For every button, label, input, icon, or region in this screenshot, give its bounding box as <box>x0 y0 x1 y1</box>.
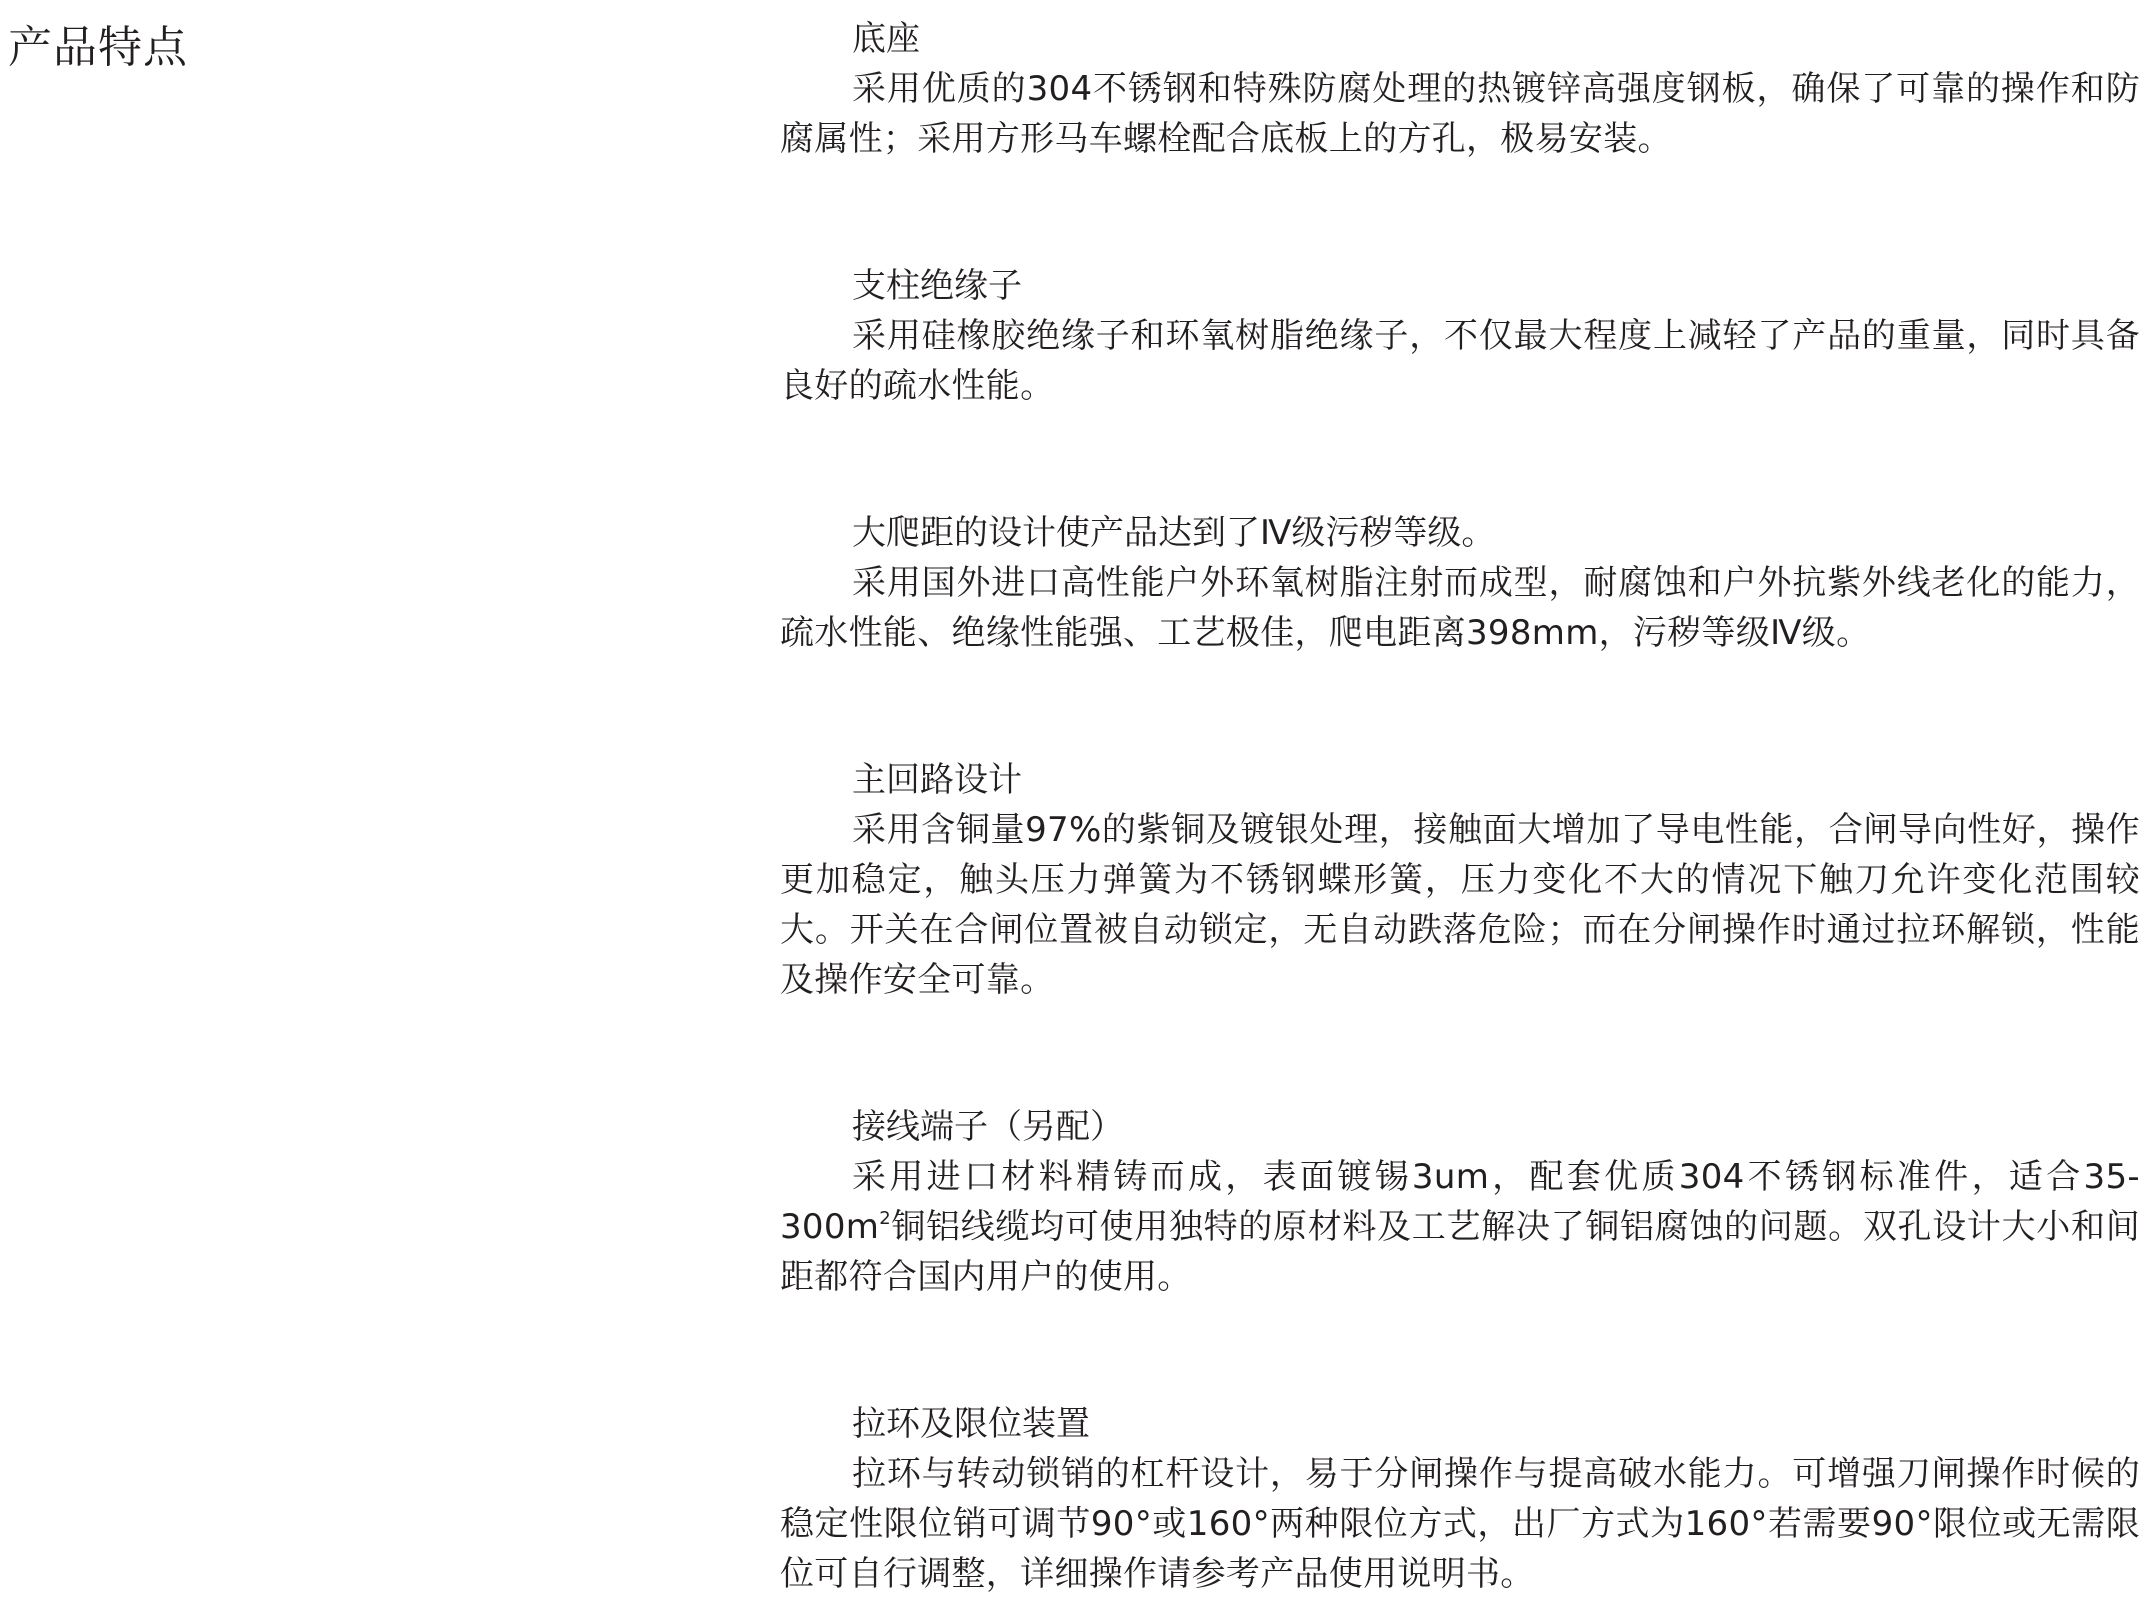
section-terminal <box>780 1102 2140 1302</box>
section-base <box>780 14 2140 164</box>
section-body: 采用含铜量97%的紫铜及镀银处理，接触面大增加了导电性能，合闸导向性好，操作更加稳定，触头压力弹簧为不锈钢蝶形簧，压力变化不大的情况下触刀允许变化范围较大。开关在合闸位置被自动锁定，无自动跌落危险；而在分闸操作时通过拉环解锁，性能及操作安全可靠。 <box>780 810 2140 1000</box>
section-heading: 支柱绝缘子 <box>852 266 1022 306</box>
section-main-circuit <box>780 755 2140 1005</box>
body-text-part: 采用进口材料精铸而成，表面镀锡3um，配套优质304不锈钢标准件，适合35-300m <box>780 1157 2140 1247</box>
section-body: 拉环与转动锁销的杠杆设计，易于分闸操作与提高破水能力。可增强刀闸操作时候的稳定性限位销可调节90°或160°两种限位方式，出厂方式为160°若需要90°限位或无需限位可自行调整，详细操作请参考产品使用说明书。 <box>780 1454 2140 1594</box>
section-post-insulator <box>780 261 2140 411</box>
section-heading: 主回路设计 <box>852 760 1022 800</box>
feature-list <box>780 14 2140 1599</box>
body-text-part: 铜铝线缆均可使用独特的原材料及工艺解决了铜铝腐蚀的问题。双孔设计大小和间距都符合国内用户的使用。 <box>780 1207 2140 1297</box>
section-heading: 拉环及限位装置 <box>852 1404 1090 1444</box>
page-title: 产品特点 <box>8 22 188 73</box>
superscript-2: 2 <box>879 1208 891 1229</box>
section-body: 采用国外进口高性能户外环氧树脂注射而成型，耐腐蚀和户外抗紫外线老化的能力，疏水性能、绝缘性能强、工艺极佳，爬电距离398mm，污秽等级Ⅳ级。 <box>780 563 2140 653</box>
section-body <box>780 1152 2140 1302</box>
section-body: 采用优质的304不锈钢和特殊防腐处理的热镀锌高强度钢板，确保了可靠的操作和防腐属性；采用方形马车螺栓配合底板上的方孔，极易安装。 <box>780 69 2140 159</box>
section-heading: 接线端子（另配） <box>852 1107 1124 1147</box>
section-body: 采用硅橡胶绝缘子和环氧树脂绝缘子，不仅最大程度上减轻了产品的重量，同时具备良好的疏水性能。 <box>780 316 2140 406</box>
section-creepage <box>780 508 2140 658</box>
section-pull-ring <box>780 1399 2140 1599</box>
section-heading: 大爬距的设计使产品达到了Ⅳ级污秽等级。 <box>852 513 1496 553</box>
section-heading: 底座 <box>852 19 920 59</box>
